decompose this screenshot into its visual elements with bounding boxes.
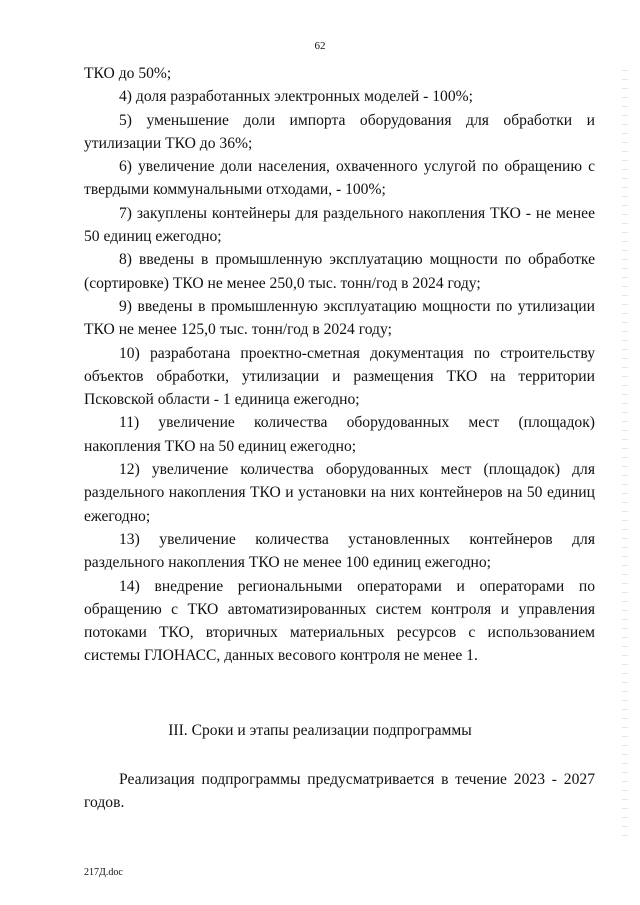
- paragraph-item-11: 11) увеличение количества оборудованных мест (площадок) накопления ТКО на 50 единиц ежегодно;: [84, 414, 595, 455]
- paragraph-item-14: 14) внедрение региональными операторами и операторами по обращению с ТКО автоматизированных систем контроля и управления потоками ТКО, вторичных материальных ресурсов с использованием системы ГЛОНАСС, данных весового контроля не менее 1.: [84, 577, 595, 665]
- paragraph-item-8: 8) введены в промышленную эксплуатацию мощности по обработке (сортировке) ТКО не менее 250,0 тыс. тонн/год в 2024 году;: [84, 251, 595, 292]
- page-number: 62: [314, 40, 326, 52]
- paragraph-item-9: 9) введены в промышленную эксплуатацию мощности по утилизации ТКО не менее 125,0 тыс. тонн/год в 2024 году;: [84, 297, 595, 339]
- paragraph-continuation: ТКО до 50%;: [84, 65, 172, 82]
- section-heading: III. Сроки и этапы реализации подпрограммы: [168, 722, 472, 739]
- footer-filename: 217Д.doc: [84, 867, 123, 878]
- paragraph-item-5: 5) уменьшение доли импорта оборудования для обработки и утилизации ТКО до 36%;: [84, 111, 595, 152]
- paragraph-item-13: 13) увеличение количества установленных контейнеров для раздельного накопления ТКО не менее 100 единиц ежегодно;: [84, 530, 595, 572]
- paragraph-item-10: 10) разработана проектно-сметная документация по строительству объектов обработки, утилизации и размещения ТКО на территории Псковской области - 1 единица ежегодно;: [84, 344, 595, 409]
- paragraph-item-7: 7) закуплены контейнеры для раздельного накопления ТКО - не менее 50 единиц ежегодно;: [84, 204, 595, 246]
- final-paragraph: Реализация подпрограммы предусматривается в течение 2023 - 2027 годов.: [84, 771, 595, 812]
- scan-margin-marks: [622, 70, 628, 840]
- paragraph-item-4: 4) доля разработанных электронных моделей - 100%;: [119, 88, 473, 106]
- final-section: [84, 768, 595, 815]
- paragraph-item-6: 6) увеличение доли населения, охваченного услугой по обращению с твердыми коммунальными отходами, - 100%;: [84, 158, 595, 199]
- body-text: [84, 62, 595, 668]
- paragraph-item-12: 12) увеличение количества оборудованных мест (площадок) для раздельного накопления ТКО и установки на них контейнеров на 50 единиц ежегодно;: [84, 461, 595, 525]
